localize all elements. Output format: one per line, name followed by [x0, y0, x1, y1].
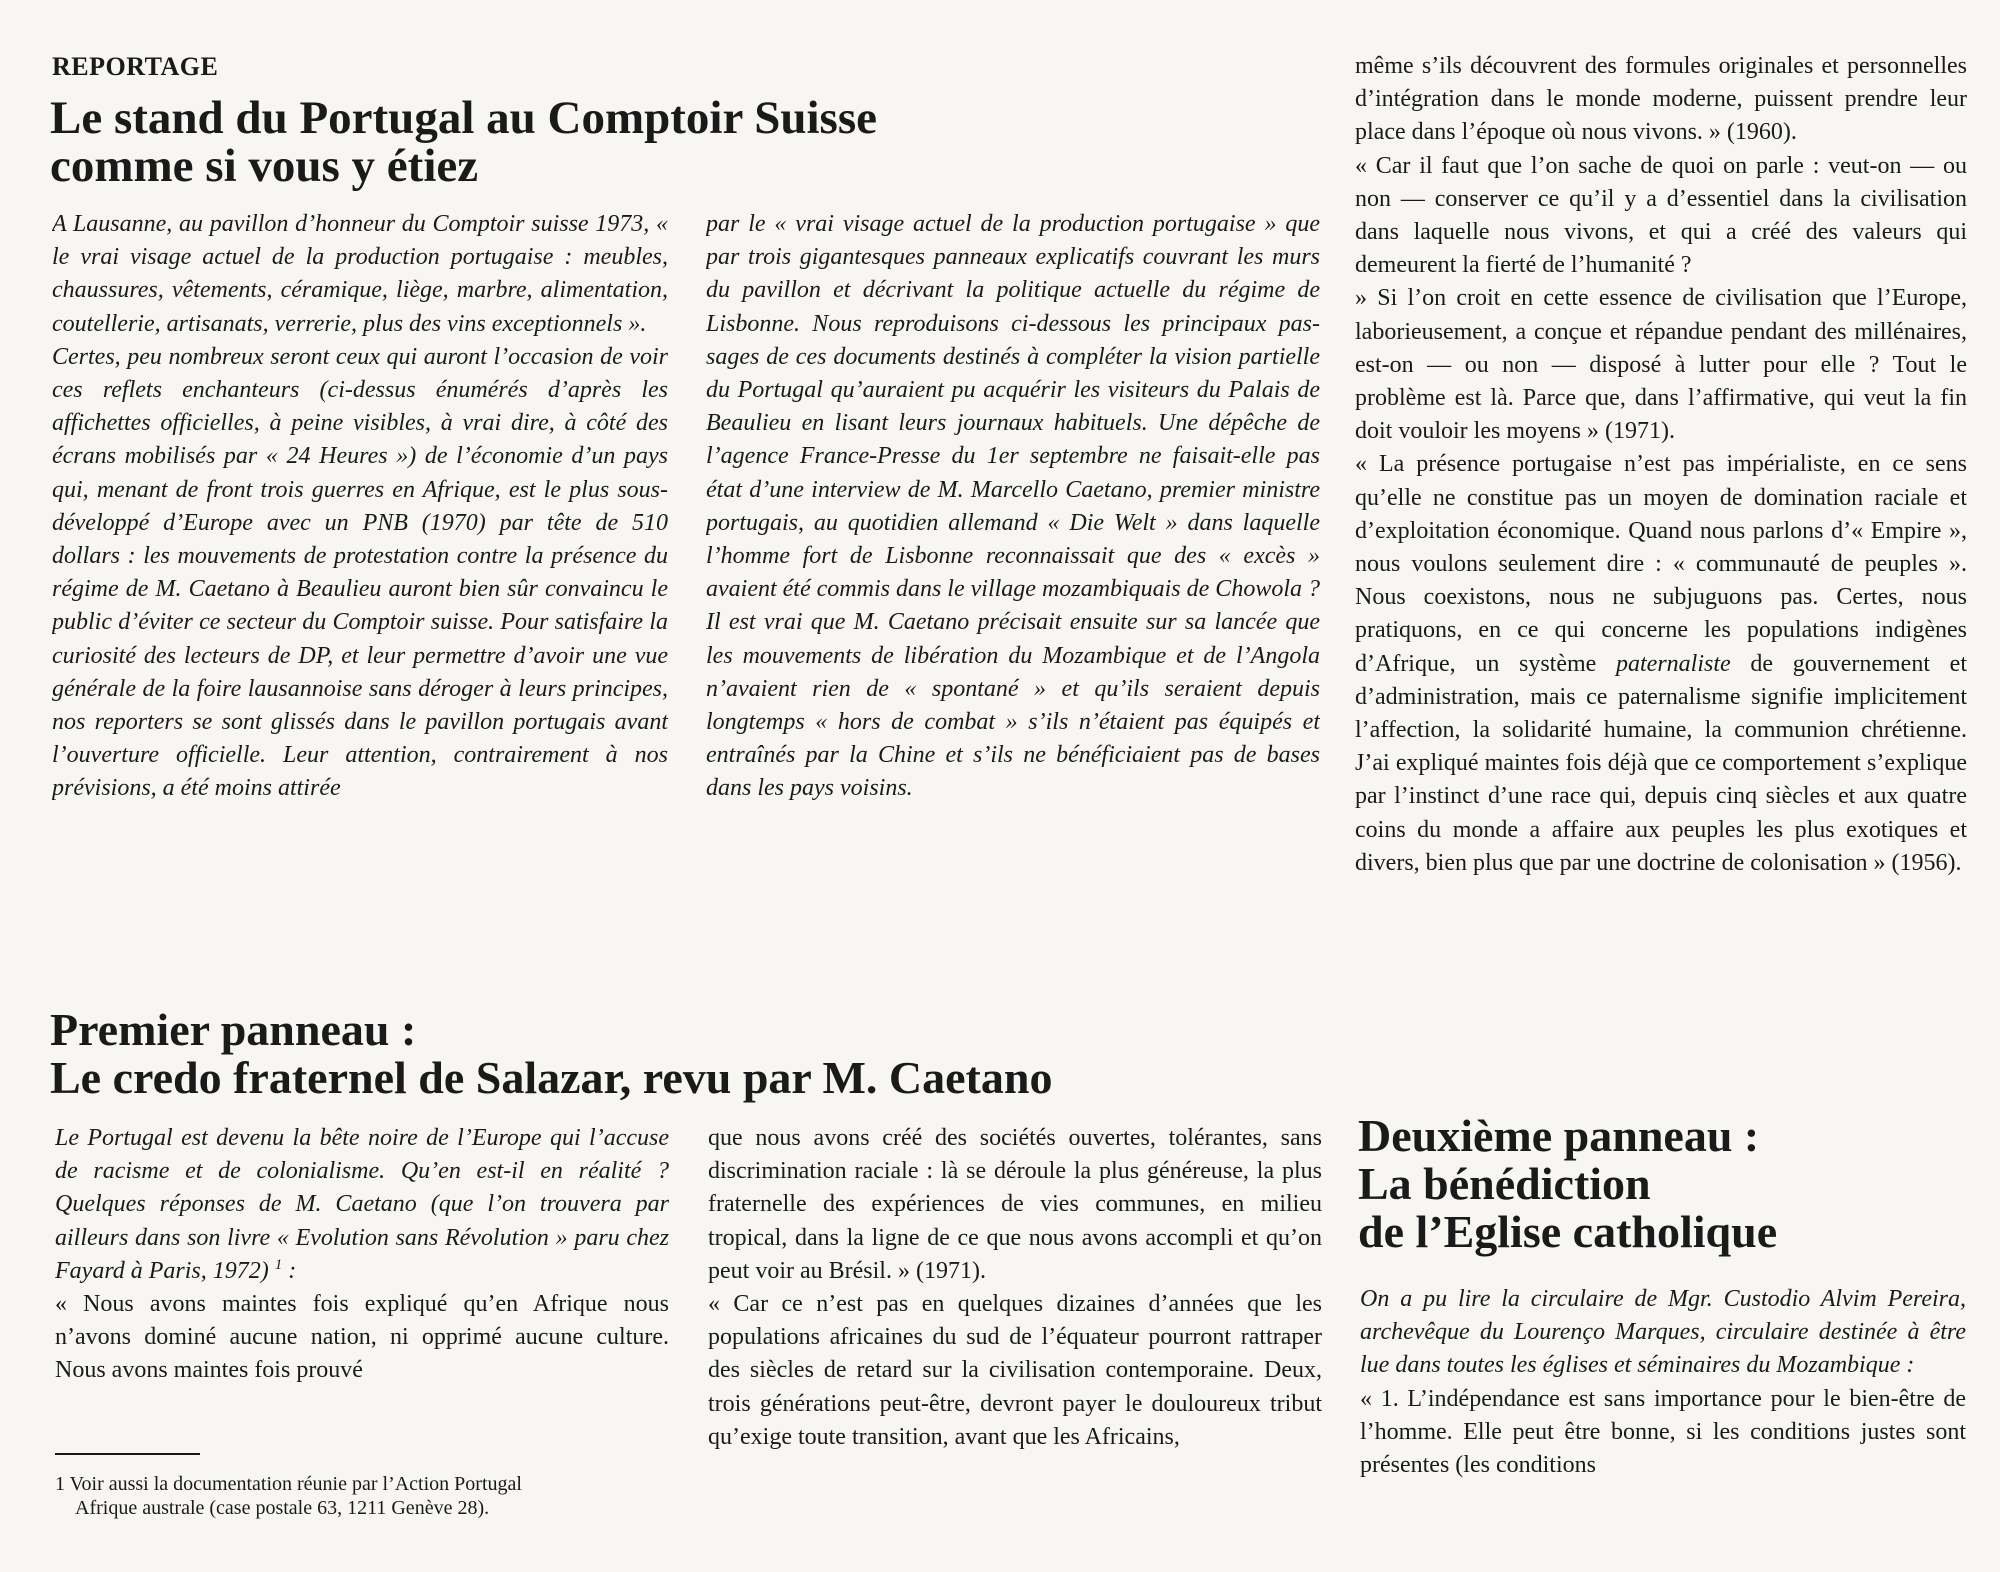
panel-2-intro: On a pu lire la circulaire de Mgr. Custodio Alvim Pereira, archevêque du Lourenço Marques, circulaire destinée à être lue dans toutes les églises et séminaires du Mozambique : [1360, 1286, 1966, 1379]
article-title [50, 94, 1010, 190]
intro-paragraph-1: A Lausanne, au pavillon d’honneur du Comptoir suisse 1973, « le vrai visage actuel de la production portugaise : meubles, chaussures, vêtements, céramique, liège, marbre, alimentation, coutellerie, artisanats, verrerie, plus des vins exceptionnels ». [52, 211, 668, 337]
footnote-reference: 1 [274, 1256, 283, 1273]
footnote-rule [55, 1453, 200, 1455]
panel-2-heading-line-3: de l’Eglise catholique [1358, 1206, 1778, 1257]
article-title-line-2: comme si vous y étiez [50, 140, 479, 192]
intro-column-2 [706, 208, 1320, 806]
panel-2-column [1360, 1283, 1966, 1553]
quote-paragraph-1956 [1355, 448, 1967, 880]
quote-1956-part-a: « La présence portugaise n’est pas impérialiste, en ce sens qu’elle ne constitue pas un moyen de domination raciale et d’exploitation économique. Quand nous parlons d’« Empire », nous voulons seulement dire : « communauté de peuples ». Nous coexistons, nous ne subjuguons pas. Certes, nous pratiquons, en ce qui concerne les populations indigènes d’Afrique, un système [1355, 451, 1967, 677]
article-title-line-1: Le stand du Portugal au Comptoir Suisse [50, 92, 877, 144]
quote-paragraph-1971b: » Si l’on croit en cette essence de civilisation que l’Europe, laborieusement, a conçue et répandue pendant des millénaires, est-on — ou non — disposé à lutter pour elle ? Tout le problème est là. Parce que, dans l’affirmative, qui veut la fin doit vouloir les moyens » (1971). [1355, 285, 1967, 445]
panel-1-intro [55, 1122, 669, 1288]
panel-1-heading-line-2: Le credo fraternel de Salazar, revu par M. Caetano [50, 1052, 1053, 1103]
panel-1-heading-line-1: Premier panneau : [50, 1004, 417, 1055]
quote-continuation: même s’ils découvrent des formules originales et personnelles d’intégration dans le monde moderne, puissent prendre leur place dans l’époque où nous vivons. » (1960). [1355, 53, 1967, 146]
section-kicker: REPORTAGE [52, 52, 219, 81]
intro-column-1 [52, 208, 668, 806]
panel-1-heading [50, 1006, 1300, 1102]
panel-2-heading [1358, 1112, 1958, 1256]
quotes-column-3 [1355, 50, 1967, 880]
panel-2-quote: « 1. L’indépendance est sans importance pour le bien-être de l’homme. Elle peut être bonne, si les conditions justes sont présentes (les conditions [1360, 1385, 1966, 1479]
footnote-number: 1 [55, 1473, 65, 1495]
panel-1-quote-3: « Car ce n’est pas en quelques dizaines d’années que les populations africaines du sud de l’équateur pourront rattraper des siècles de retard sur la civilisation contemporaine. Deux, trois générations peut-être, devront payer le douloureux tribut qu’exige toute transition, avant que les Africains, [708, 1291, 1322, 1450]
quote-1956-part-b: de gouvernement et d’administration, mais ce paternalisme signifie implicitement l’affection, la solidarité humaine, la communion chrétienne. J’ai expliqué maintes fois déjà que ce comportement s’explique par l’instinct d’une race qui, depuis cinq siècles et aux quatre coins du monde a affaire aux peuples les plus exotiques et divers, bien plus que par une doctrine de colonisation » (1956). [1355, 650, 1967, 876]
intro-paragraph-3: par le « vrai visage actuel de la production portugaise » que par trois gigantesques panneaux explicatifs couvrant les murs du pavillon et décrivant la politique actuelle du régime de Lisbonne. Nous reproduisons ci-dessous les principaux passages de ces documents destinés à compléter la vision partielle du Portugal qu’auraient pu acquérir les visiteurs du Palais de Beaulieu en lisant leurs journaux habituels. Une dépêche de l’agence France-Presse du 1er septembre ne faisait-elle pas état d’une interview de M. Marcello Caetano, premier ministre portugais, au quotidien allemand « Die Welt » dans laquelle l’homme fort de Lisbonne reconnaissait que des « excès » avaient été commis dans le village mozambiquais de Chowola ? Il est vrai que M. Caetano précisait ensuite sur sa lancée que les mouvements de libération du Mozambique et de l’Angola n’avaient rien de « spontané » et qu’ils seraient depuis longtemps « hors de combat » s’ils n’étaient pas équipés et entraînés par la Chine et s’ils ne bénéficiaient pas de bases dans les pays voisins. [706, 211, 1320, 802]
intro-paragraph-2: Certes, peu nombreux seront ceux qui auront l’occasion de voir ces reflets enchanteurs (ci-dessus énumérés d’après les affichettes officielles, à peine visibles, à vrai dire, à côté des écrans mobilisés par « 24 Heures ») de l’économie d’un pays qui, menant de front trois guerres en Afrique, est le plus sous-développé d’Europe avec un PNB (1970) par tête de 510 dollars : les mouvements de protestation contre la présence du régime de M. Caetano à Beaulieu auront bien sûr convaincu le public d’éviter ce secteur du Comptoir suisse. Pour satisfaire la curiosité des lecteurs de DP, et leur permettre d’avoir une vue générale de la foire lausannoise sans déroger à leurs principes, nos reporters se sont glissés dans le pavillon portugais avant l’ouverture officielle. Leur attention, contrairement à nos prévisions, a été moins attirée [52, 343, 668, 802]
panel-1-column-2 [708, 1122, 1322, 1532]
panel-1-intro-text: Le Portugal est devenu la bête noire de l’Europe qui l’accuse de racisme et de colonialisme. Qu’en est-il en réalité ? Quelques réponses de M. Caetano (que l’on trouvera par ailleurs dans son livre « Evolution sans Révolution » paru chez Fayard à Paris, 1972) [55, 1125, 669, 1284]
footnote [55, 1472, 675, 1520]
panel-2-heading-line-2: La bénédiction [1358, 1158, 1651, 1209]
quote-paragraph-1971a: « Car il faut que l’on sache de quoi on parle : veut-on — ou non — conserver ce qu’il y a d’essentiel dans la civilisation dans laquelle nous vivons, et qui a créé des valeurs qui demeurent la fierté de l’humanité ? [1355, 152, 1967, 279]
panel-1-quote-1: « Nous avons maintes fois expliqué qu’en Afrique nous n’avons dominé aucune nation, ni opprimé aucune culture. Nous avons maintes fois prouvé [55, 1291, 669, 1384]
footnote-line-1: Voir aussi la documentation réunie par l’Action Portugal [69, 1473, 522, 1495]
panel-2-heading-line-1: Deuxième panneau : [1358, 1110, 1760, 1161]
panel-1-intro-end: : [282, 1257, 297, 1284]
panel-1-column-1 [55, 1122, 669, 1422]
quote-1956-emphasis: paternaliste [1616, 650, 1731, 677]
panel-1-quote-2: que nous avons créé des sociétés ouvertes, tolérantes, sans discrimination raciale : là se déroule la plus généreuse, la plus fraternelle des expériences de vies communes, en milieu tropical, dans la ligne de ce que nous avons accompli et qu’on peut voir au Brésil. » (1971). [708, 1125, 1322, 1284]
footnote-line-2: Afrique australe (case postale 63, 1211 Genève 28). [75, 1497, 490, 1519]
